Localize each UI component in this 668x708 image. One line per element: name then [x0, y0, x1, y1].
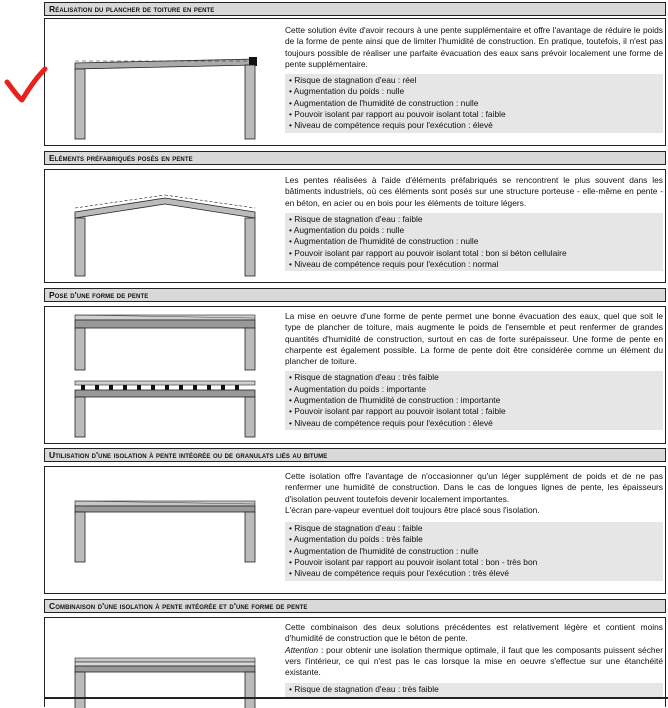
property-skill: • Niveau de compétence requis pour l'exécution : normal	[289, 259, 499, 270]
property-insulation: • Pouvoir isolant par rapport au pouvoir isolant total : bon si béton cellulaire	[289, 247, 567, 258]
sloped-deck-drawing	[49, 39, 269, 149]
section-content	[44, 169, 666, 283]
property-skill: • Niveau de compétence requis pour l'exécution : très élevé	[289, 568, 510, 579]
property-humidity: • Augmentation de l'humidité de construction : importante	[289, 395, 501, 406]
property-skill: • Niveau de compétence requis pour l'exécution : élevé	[289, 417, 493, 428]
section-description: Les pentes réalisées à l'aide d'éléments préfabriqués se rencontrent le plus souvent dans les bâtiments industriels, où ces éléments sont posés sur une structure porteuse - elle-même en pente - en béton, en acier ou en bois pour les éléments de toiture légers.	[285, 175, 663, 208]
properties-box	[285, 683, 663, 696]
properties-box	[285, 74, 663, 132]
section-content	[44, 306, 666, 444]
property-water-stagnation: • Risque de stagnation d'eau : réel	[289, 75, 417, 86]
tapered-insulation-drawing	[49, 487, 269, 597]
section-description: La mise en oeuvre d'une forme de pente permet une bonne évacuation des eaux, quel que soit le type de plancher de toiture, mais augmente le poids de l'ensemble et peut renfermer de grandes quantités d'humidité de construction, surtout en cas de forte surépaisseur. Une forme de pente en charpente est également possible. La forme de pente doit être considérée comme un élément du plancher de toiture.	[285, 311, 663, 367]
property-water-stagnation: • Risque de stagnation d'eau : très faible	[289, 372, 439, 383]
property-humidity: • Augmentation de l'humidité de construction : nulle	[289, 545, 479, 556]
property-weight: • Augmentation du poids : très faible	[289, 534, 423, 545]
section-title: Eléments préfabriqués posés en pente	[44, 151, 666, 165]
page-bottom-rule	[44, 697, 668, 699]
property-weight: • Augmentation du poids : importante	[289, 383, 427, 394]
properties-box	[285, 522, 663, 580]
prefab-pitched-drawing	[49, 182, 269, 292]
property-skill: • Niveau de compétence requis pour l'exécution : élevé	[289, 120, 493, 131]
section-content	[44, 466, 666, 594]
property-weight: • Augmentation du poids : nulle	[289, 225, 405, 236]
properties-box	[285, 371, 663, 429]
section-description: Cette isolation offre l'avantage de n'occasionner qu'un léger supplément de poids et de ne pas renfermer une humidité de construction. Dans le cas de longues lignes de pente, les épaisseurs d'isolation peuvent toutefois devenir localement importantes.	[285, 471, 663, 504]
section-title: Combinaison d'une isolation à pente intégrée et d'une forme de pente	[44, 599, 666, 613]
section-description: Cette solution évite d'avoir recours à une pente supplémentaire et offre l'avantage de réduire le poids de la forme de pente ainsi que de limiter l'humidité de construction. En pratique, toutefois, il n'est pas toujours possible de réaliser une parfaite évacuation des eaux sans prévoir localement une forme de pente supplémentaire.	[285, 25, 663, 69]
attention-label: Attention	[285, 644, 319, 655]
section-title: Pose d'une forme de pente	[44, 288, 666, 302]
property-humidity: • Augmentation de l'humidité de construction : nulle	[289, 97, 479, 108]
property-insulation: • Pouvoir isolant par rapport au pouvoir isolant total : faible	[289, 109, 506, 120]
section-content	[44, 617, 666, 707]
section-title: Utilisation d'une isolation à pente intégrée ou de granulats liés au bitume	[44, 448, 666, 462]
section-attention	[285, 645, 663, 679]
section-title: Réalisation du plancher de toiture en pente	[44, 2, 666, 16]
properties-box	[285, 213, 663, 271]
property-insulation: • Pouvoir isolant par rapport au pouvoir isolant total : faible	[289, 406, 506, 417]
property-weight: • Augmentation du poids : nulle	[289, 86, 405, 97]
section-description: Cette combinaison des deux solutions précédentes est relativement légère et contient moins d'humidité de construction que le béton de pente.	[285, 622, 663, 644]
property-water-stagnation: • Risque de stagnation d'eau : faible	[289, 523, 423, 534]
property-humidity: • Augmentation de l'humidité de construction : nulle	[289, 236, 479, 247]
attention-text: : pour obtenir une isolation thermique optimale, il faut que les composants puissent sécher vers l'intérieur, ce qui n'est pas le cas lorsque la mise en oeuvre s'effectue sur une étanchéité existante.	[285, 644, 663, 678]
property-water-stagnation: • Risque de stagnation d'eau : faible	[289, 213, 423, 224]
section-note: L'écran pare-vapeur eventuel doit toujours être placé sous l'isolation.	[285, 504, 540, 515]
checkmark-icon	[4, 66, 48, 106]
section-content	[44, 18, 666, 146]
property-water-stagnation: • Risque de stagnation d'eau : très faible	[289, 684, 439, 695]
slope-screed-drawing	[49, 309, 273, 443]
combination-drawing	[49, 648, 269, 708]
property-insulation: • Pouvoir isolant par rapport au pouvoir isolant total : bon - très bon	[289, 557, 538, 568]
